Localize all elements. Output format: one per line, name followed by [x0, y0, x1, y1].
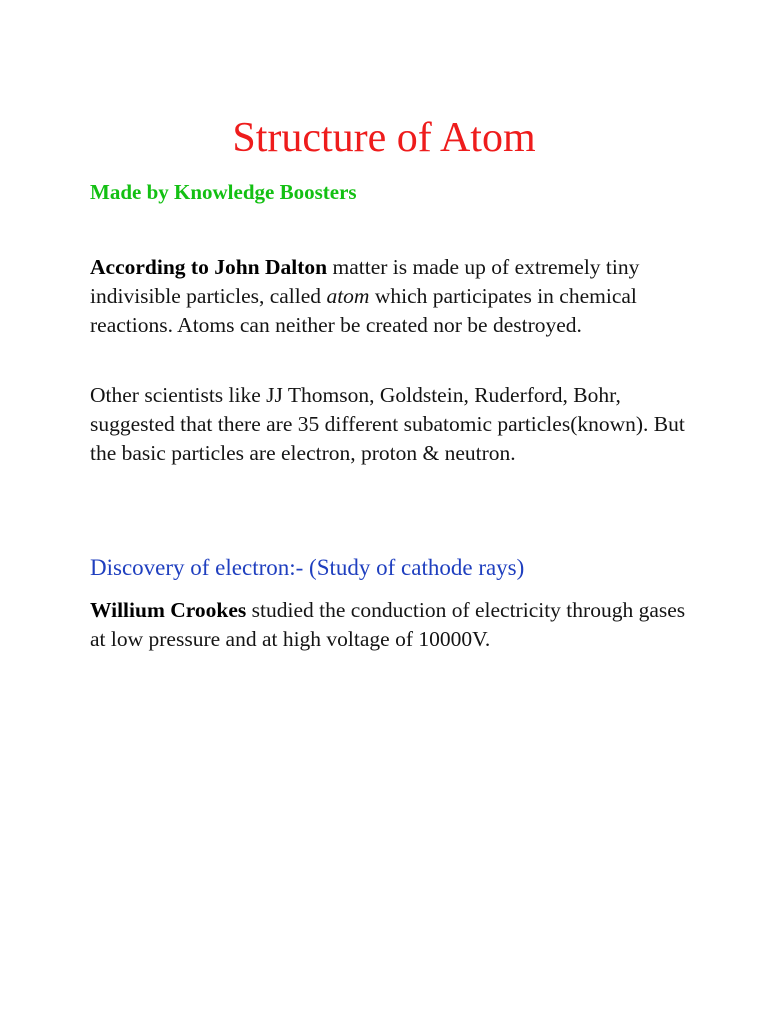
page-title: Structure of Atom: [232, 115, 536, 161]
scientists-paragraph: Other scientists like JJ Thomson, Goldstein, Ruderford, Bohr, suggested that there are 35 different subatomic particles(known). But the basic particles are electron, proton & neutron.: [90, 383, 685, 465]
crookes-paragraph: [90, 596, 690, 654]
atom-italic-term: atom: [326, 284, 370, 308]
dalton-text-before: matter is made up of extremely tiny indivisible particles, called: [90, 255, 640, 308]
crookes-text: studied the conduction of electricity through gases at low pressure and at high voltage of 10000V.: [90, 598, 686, 651]
section-heading: Discovery of electron:- (Study of cathode rays): [90, 555, 525, 580]
author-credit: Made by Knowledge Boosters: [90, 180, 357, 204]
dalton-paragraph: [90, 253, 690, 340]
dalton-text-after: which participates in chemical reactions. Atoms can neither be created nor be destroyed.: [90, 284, 637, 337]
dalton-bold-lead: According to John Dalton: [90, 255, 328, 279]
crookes-bold-lead: Willium Crookes: [90, 598, 247, 622]
